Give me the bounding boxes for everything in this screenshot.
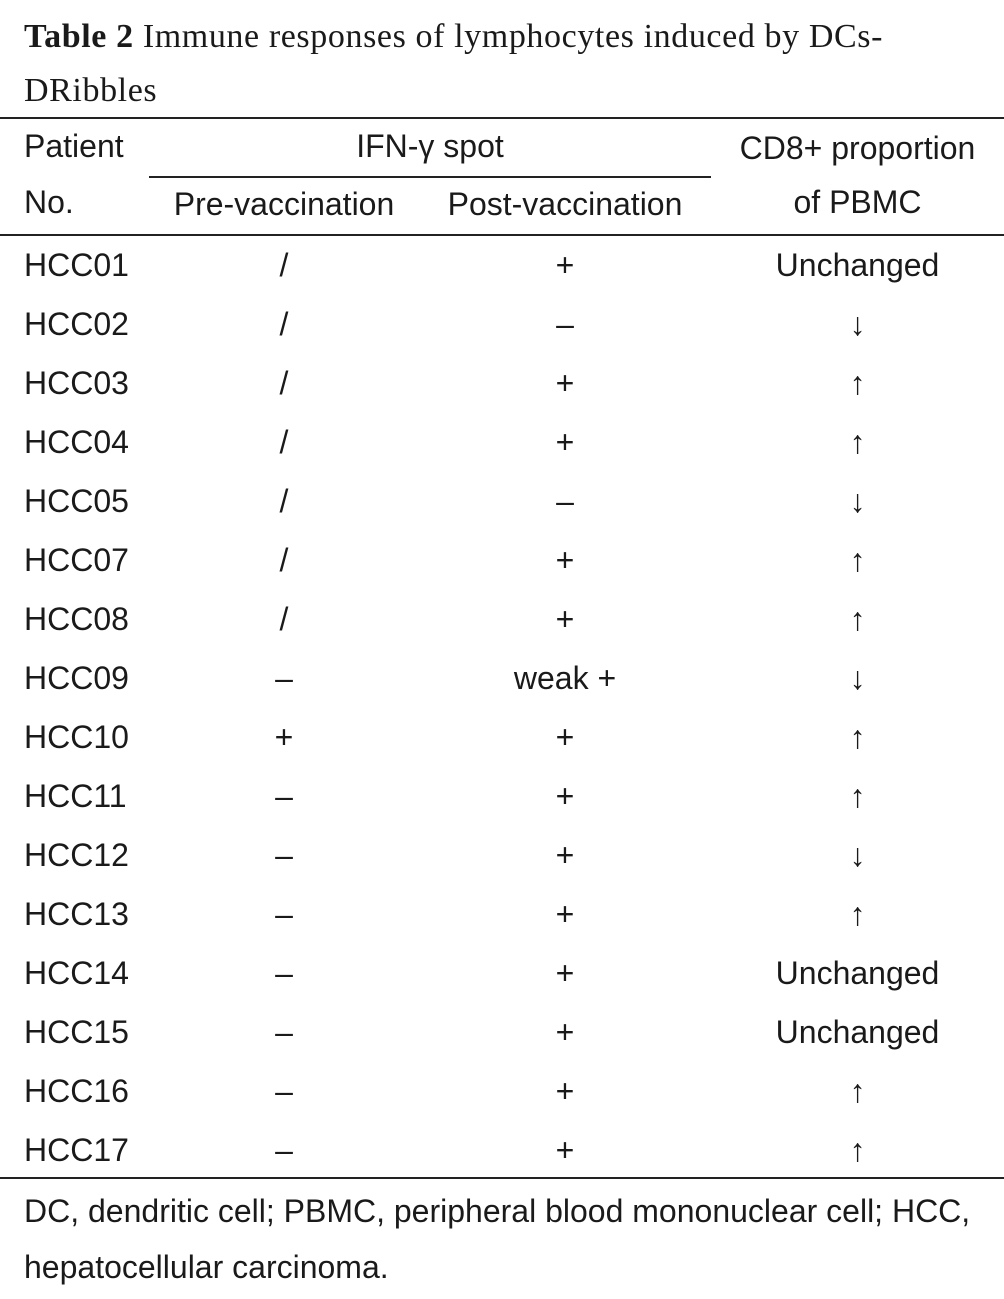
cell-post-vaccination: + bbox=[555, 365, 575, 401]
table-row bbox=[0, 414, 1004, 473]
cell-cd8-proportion: Unchanged bbox=[775, 247, 940, 283]
header-ifn-gamma-spot: IFN-γ spot bbox=[356, 128, 504, 164]
cell-pre-vaccination: – bbox=[275, 896, 293, 932]
cell-cd8-proportion: ↓ bbox=[849, 837, 866, 873]
header-cd8-proportion: CD8+ proportion bbox=[739, 130, 976, 166]
cell-patient-id: HCC01 bbox=[24, 247, 129, 283]
cell-pre-vaccination: – bbox=[275, 1014, 293, 1050]
cell-post-vaccination: + bbox=[555, 896, 575, 932]
cell-patient-id: HCC17 bbox=[24, 1132, 129, 1168]
cell-pre-vaccination: / bbox=[279, 365, 289, 401]
cell-cd8-proportion: ↑ bbox=[849, 601, 866, 637]
table-row bbox=[0, 1004, 1004, 1063]
cell-patient-id: HCC04 bbox=[24, 424, 129, 460]
cell-post-vaccination: weak + bbox=[513, 660, 617, 696]
header-post-vaccination: Post-vaccination bbox=[447, 186, 683, 222]
table-row bbox=[0, 768, 1004, 827]
cell-post-vaccination: + bbox=[555, 778, 575, 814]
cell-pre-vaccination: / bbox=[279, 247, 289, 283]
table-label: Table 2 bbox=[24, 18, 134, 55]
table-title: Immune responses of lymphocytes induced by DCs-DRibbles bbox=[24, 18, 884, 109]
table-row bbox=[0, 237, 1004, 296]
cell-cd8-proportion: ↓ bbox=[849, 306, 866, 342]
cell-patient-id: HCC10 bbox=[24, 719, 129, 755]
cell-pre-vaccination: – bbox=[275, 1132, 293, 1168]
header-of-pbmc: of PBMC bbox=[793, 184, 922, 220]
table-row bbox=[0, 296, 1004, 355]
cell-cd8-proportion: ↑ bbox=[849, 719, 866, 755]
cell-post-vaccination: + bbox=[555, 424, 575, 460]
cell-cd8-proportion: ↑ bbox=[849, 896, 866, 932]
cell-cd8-proportion: ↑ bbox=[849, 424, 866, 460]
cell-patient-id: HCC09 bbox=[24, 660, 129, 696]
header-rule bbox=[0, 234, 1004, 236]
table-row bbox=[0, 709, 1004, 768]
cell-cd8-proportion: Unchanged bbox=[775, 955, 940, 991]
cell-patient-id: HCC15 bbox=[24, 1014, 129, 1050]
header-patient: Patient bbox=[24, 128, 124, 164]
cell-cd8-proportion: Unchanged bbox=[775, 1014, 940, 1050]
cell-pre-vaccination: + bbox=[274, 719, 294, 755]
cell-cd8-proportion: ↓ bbox=[849, 660, 866, 696]
cell-patient-id: HCC03 bbox=[24, 365, 129, 401]
table-row bbox=[0, 355, 1004, 414]
cell-pre-vaccination: – bbox=[275, 1073, 293, 1109]
header-patient-no: No. bbox=[24, 184, 74, 220]
table-row bbox=[0, 473, 1004, 532]
cell-post-vaccination: + bbox=[555, 1014, 575, 1050]
cell-pre-vaccination: / bbox=[279, 601, 289, 637]
header-pre-vaccination: Pre-vaccination bbox=[173, 186, 395, 222]
cell-patient-id: HCC12 bbox=[24, 837, 129, 873]
cell-cd8-proportion: ↓ bbox=[849, 483, 866, 519]
cell-post-vaccination: + bbox=[555, 601, 575, 637]
cell-patient-id: HCC16 bbox=[24, 1073, 129, 1109]
cell-patient-id: HCC11 bbox=[24, 778, 127, 814]
cell-pre-vaccination: – bbox=[275, 660, 293, 696]
cell-post-vaccination: + bbox=[555, 542, 575, 578]
cell-post-vaccination: – bbox=[556, 483, 574, 519]
table-row bbox=[0, 591, 1004, 650]
table-row bbox=[0, 1063, 1004, 1122]
cell-patient-id: HCC05 bbox=[24, 483, 129, 519]
table-row bbox=[0, 532, 1004, 591]
cell-post-vaccination: + bbox=[555, 1132, 575, 1168]
bottom-rule bbox=[0, 1177, 1004, 1179]
cell-post-vaccination: + bbox=[555, 1073, 575, 1109]
cell-pre-vaccination: / bbox=[279, 542, 289, 578]
cell-cd8-proportion: ↑ bbox=[849, 1073, 866, 1109]
cell-post-vaccination: + bbox=[555, 837, 575, 873]
table-row bbox=[0, 1122, 1004, 1181]
cell-patient-id: HCC14 bbox=[24, 955, 129, 991]
cell-pre-vaccination: / bbox=[279, 483, 289, 519]
cell-cd8-proportion: ↑ bbox=[849, 365, 866, 401]
cell-patient-id: HCC07 bbox=[24, 542, 129, 578]
table-footnote: DC, dendritic cell; PBMC, peripheral blood mononuclear cell; HCC, hepatocellular carcinoma. bbox=[24, 1193, 971, 1285]
cell-pre-vaccination: / bbox=[279, 424, 289, 460]
cell-cd8-proportion: ↑ bbox=[849, 1132, 866, 1168]
table-body bbox=[0, 237, 1004, 1181]
cell-post-vaccination: + bbox=[555, 247, 575, 283]
cell-post-vaccination: + bbox=[555, 719, 575, 755]
cell-cd8-proportion: ↑ bbox=[849, 542, 866, 578]
table-caption bbox=[24, 10, 989, 118]
cell-pre-vaccination: – bbox=[275, 955, 293, 991]
cell-post-vaccination: – bbox=[556, 306, 574, 342]
table-row bbox=[0, 650, 1004, 709]
table-row bbox=[0, 827, 1004, 886]
cell-pre-vaccination: – bbox=[275, 778, 293, 814]
cell-cd8-proportion: ↑ bbox=[849, 778, 866, 814]
cell-pre-vaccination: – bbox=[275, 837, 293, 873]
cell-pre-vaccination: / bbox=[279, 306, 289, 342]
cell-post-vaccination: + bbox=[555, 955, 575, 991]
table-row bbox=[0, 886, 1004, 945]
top-rule bbox=[0, 117, 1004, 119]
table-row bbox=[0, 945, 1004, 1004]
cell-patient-id: HCC02 bbox=[24, 306, 129, 342]
cell-patient-id: HCC13 bbox=[24, 896, 129, 932]
cell-patient-id: HCC08 bbox=[24, 601, 129, 637]
header-group-rule bbox=[149, 176, 711, 178]
